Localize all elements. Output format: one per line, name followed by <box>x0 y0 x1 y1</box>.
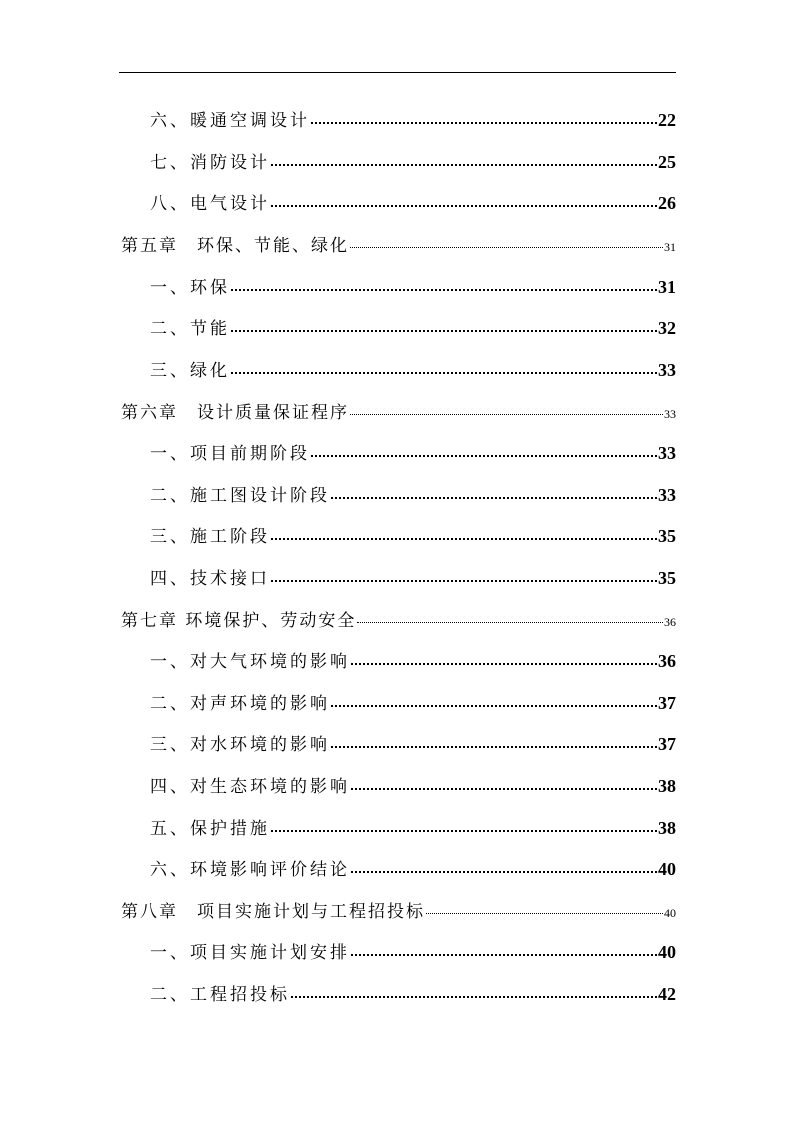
toc-dot-leader <box>271 164 657 166</box>
toc-entry[interactable] <box>0 855 676 879</box>
toc-entry[interactable] <box>0 273 676 297</box>
toc-entry-page: 33 <box>658 360 676 380</box>
toc-dot-leader <box>231 330 657 332</box>
toc-entry-title: 二、对声环境的影响 <box>150 694 330 714</box>
toc-entry[interactable] <box>0 522 676 546</box>
toc-entry-page: 35 <box>658 526 676 546</box>
toc-dot-leader <box>271 205 657 207</box>
toc-chapter-page: 33 <box>664 407 676 421</box>
toc-chapter-title: 第六章 设计质量保证程序 <box>121 403 349 423</box>
toc-chapter-page: 36 <box>664 615 676 629</box>
toc-entry-page: 36 <box>658 651 676 671</box>
toc-entry-page: 40 <box>658 942 676 962</box>
toc-chapter-entry[interactable] <box>0 897 676 921</box>
toc-entry-title: 二、施工图设计阶段 <box>150 486 330 506</box>
toc-entry[interactable] <box>0 356 676 380</box>
toc-entry-title: 三、施工阶段 <box>150 527 270 547</box>
toc-entry-title: 四、技术接口 <box>150 569 270 589</box>
toc-entry[interactable] <box>0 189 676 213</box>
toc-entry-title: 六、环境影响评价结论 <box>150 860 350 880</box>
toc-dot-leader <box>231 372 657 374</box>
toc-entry[interactable] <box>0 689 676 713</box>
toc-entry-title: 二、工程招投标 <box>150 985 290 1005</box>
toc-entry-page: 26 <box>658 193 676 213</box>
toc-dot-leader <box>350 247 663 248</box>
toc-entry[interactable] <box>0 980 676 1004</box>
toc-entry-page: 37 <box>658 693 676 713</box>
toc-dot-leader <box>271 538 657 540</box>
toc-entry-page: 35 <box>658 568 676 588</box>
toc-chapter-entry[interactable] <box>0 231 676 255</box>
toc-entry[interactable] <box>0 439 676 463</box>
toc-dot-leader <box>311 455 657 457</box>
toc-entry[interactable] <box>0 481 676 505</box>
toc-entry-title: 一、项目前期阶段 <box>150 444 310 464</box>
toc-entry-title: 八、电气设计 <box>150 194 270 214</box>
toc-dot-leader <box>311 122 657 124</box>
toc-entry-title: 四、对生态环境的影响 <box>150 777 350 797</box>
toc-chapter-title: 第五章 环保、节能、绿化 <box>121 236 349 256</box>
toc-chapter-title: 第七章 环境保护、劳动安全 <box>121 611 357 631</box>
toc-chapter-entry[interactable] <box>0 606 676 630</box>
toc-entry-page: 25 <box>658 152 676 172</box>
toc-entry-page: 22 <box>658 110 676 130</box>
toc-chapter-title: 第八章 项目实施计划与工程招投标 <box>121 902 425 922</box>
toc-dot-leader <box>291 996 657 998</box>
toc-dot-leader <box>271 580 657 582</box>
toc-entry-title: 三、对水环境的影响 <box>150 735 330 755</box>
toc-dot-leader <box>331 497 657 499</box>
toc-dot-leader <box>351 788 657 790</box>
toc-entry-page: 32 <box>658 318 676 338</box>
toc-chapter-page: 40 <box>664 906 676 920</box>
toc-entry-title: 六、暖通空调设计 <box>150 111 310 131</box>
toc-entry-title: 七、消防设计 <box>150 153 270 173</box>
toc-dot-leader <box>351 663 657 665</box>
toc-entry[interactable] <box>0 772 676 796</box>
toc-entry-title: 五、保护措施 <box>150 819 270 839</box>
toc-dot-leader <box>351 954 657 956</box>
toc-entry[interactable] <box>0 106 676 130</box>
toc-entry[interactable] <box>0 647 676 671</box>
toc-entry[interactable] <box>0 814 676 838</box>
toc-dot-leader <box>331 705 657 707</box>
toc-chapter-entry[interactable] <box>0 398 676 422</box>
toc-entry-page: 38 <box>658 776 676 796</box>
toc-entry[interactable] <box>0 148 676 172</box>
toc-entry-title: 一、对大气环境的影响 <box>150 652 350 672</box>
toc-entry[interactable] <box>0 564 676 588</box>
toc-entry-page: 33 <box>658 485 676 505</box>
toc-entry-title: 一、环保 <box>150 278 230 298</box>
toc-entry-title: 一、项目实施计划安排 <box>150 943 350 963</box>
toc-entry-page: 40 <box>658 859 676 879</box>
toc-dot-leader <box>231 289 657 291</box>
toc-dot-leader <box>350 414 663 415</box>
toc-dot-leader <box>331 746 657 748</box>
toc-entry-page: 33 <box>658 443 676 463</box>
toc-dot-leader <box>426 913 663 914</box>
toc-entry-page: 31 <box>658 277 676 297</box>
toc-entry-page: 38 <box>658 818 676 838</box>
toc-entry[interactable] <box>0 938 676 962</box>
toc-dot-leader <box>271 830 657 832</box>
toc-entry[interactable] <box>0 314 676 338</box>
toc-dot-leader <box>351 871 657 873</box>
toc-entry-title: 二、节能 <box>150 319 230 339</box>
toc-entry-page: 37 <box>658 734 676 754</box>
toc-entry-page: 42 <box>658 984 676 1004</box>
toc-entry[interactable] <box>0 730 676 754</box>
toc-entry-title: 三、绿化 <box>150 361 230 381</box>
toc-chapter-page: 31 <box>664 240 676 254</box>
toc-dot-leader <box>357 622 663 623</box>
